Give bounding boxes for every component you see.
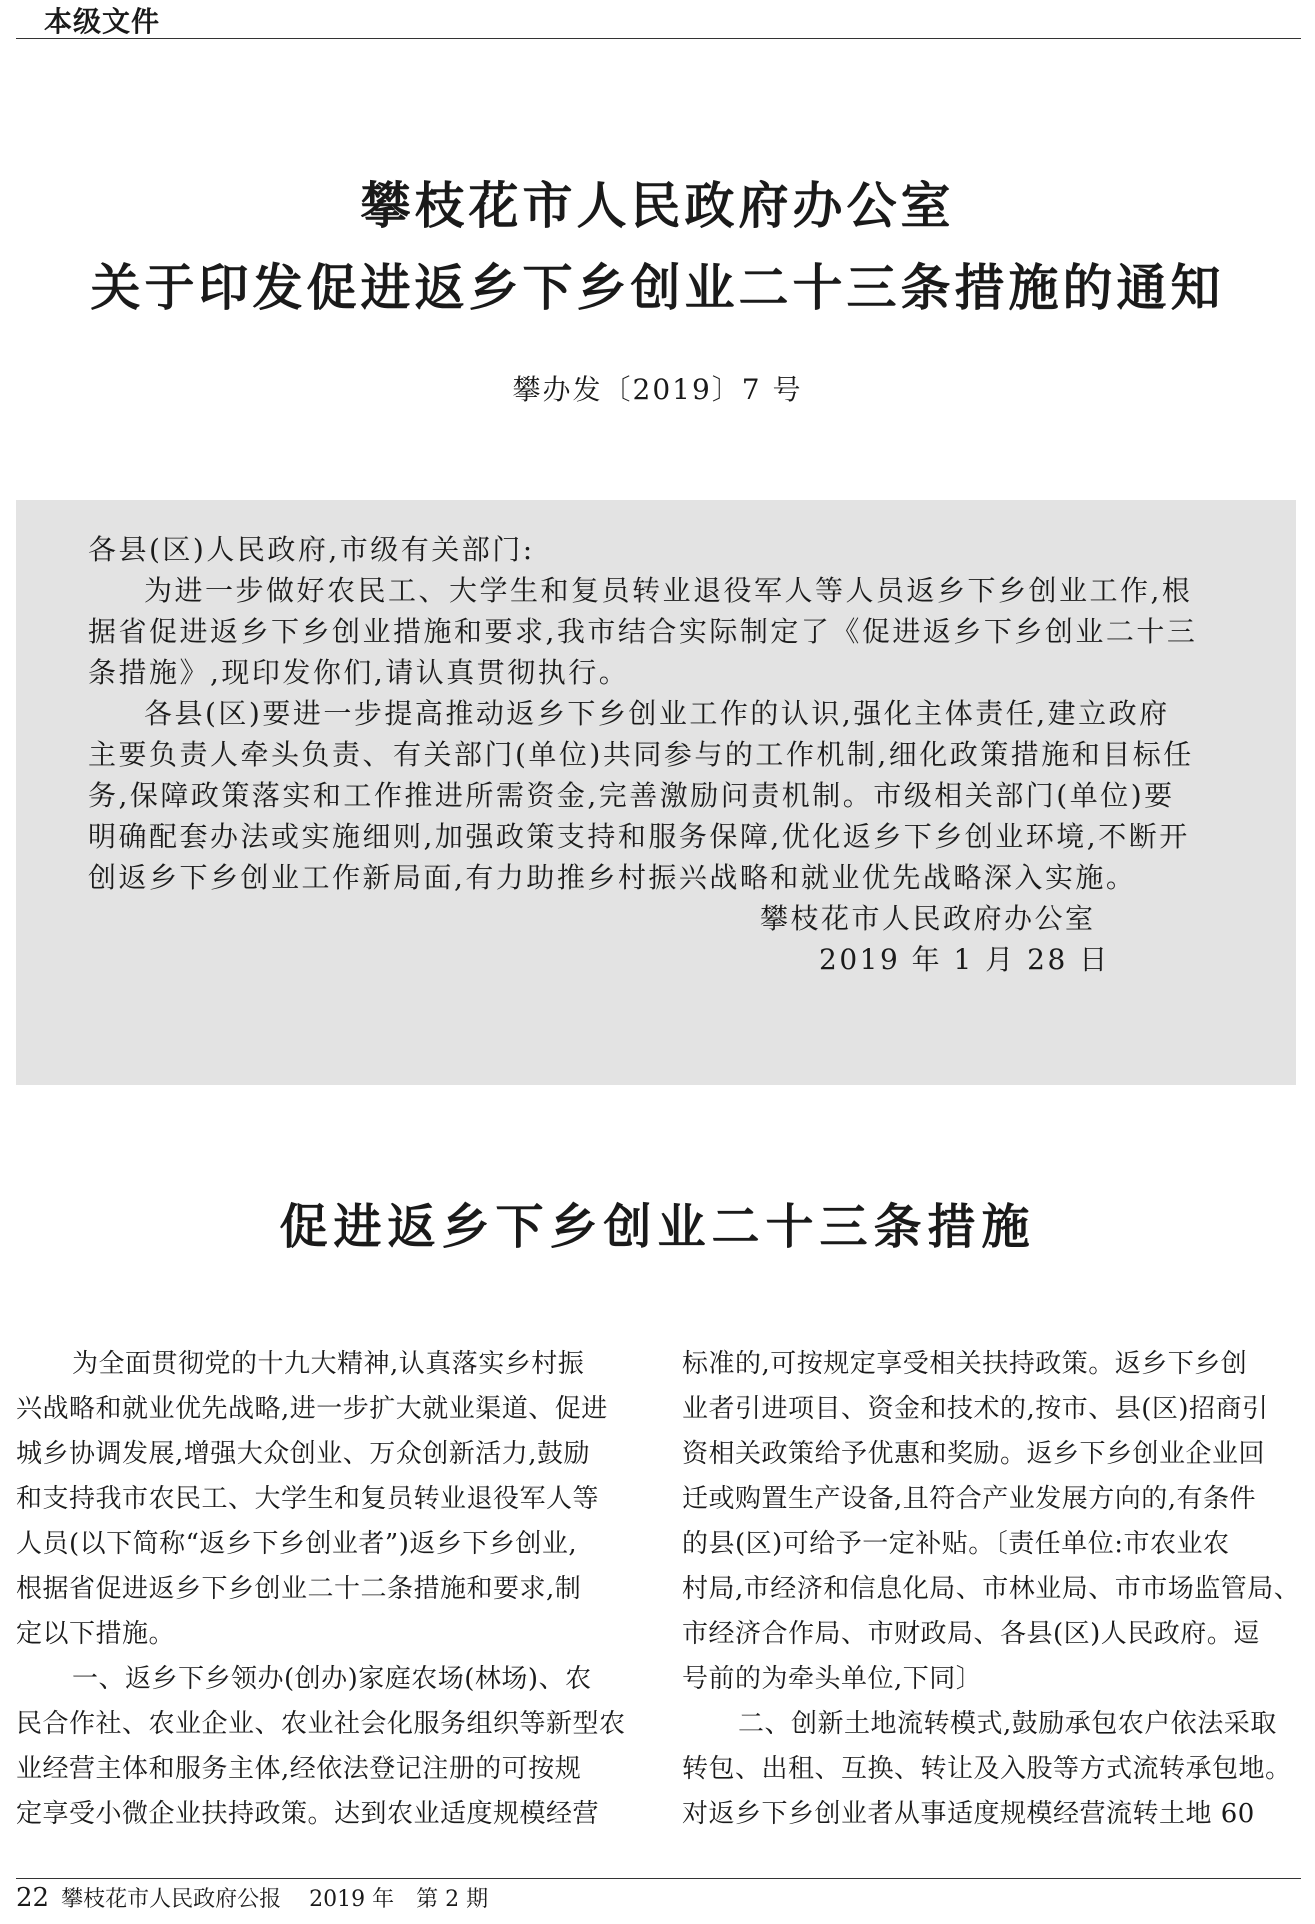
notice-salutation: 各县(区)人民政府,市级有关部门:: [88, 533, 535, 566]
page-number: 22: [16, 1883, 50, 1913]
body-line: 村局,市经济和信息化局、市林业局、市市场监管局、: [682, 1574, 1301, 1604]
body-line: 二、创新土地流转模式,鼓励承包农户依法采取: [738, 1709, 1277, 1739]
body-line: 资相关政策给予优惠和奖励。返乡下乡创业企业回: [682, 1439, 1266, 1469]
notice-signature: 攀枝花市人民政府办公室: [760, 902, 1096, 935]
body-line: 城乡协调发展,增强大众创业、万众创新活力,鼓励: [16, 1439, 591, 1469]
document-number: 攀办发〔2019〕7 号: [512, 373, 803, 406]
body-line: 市经济合作局、市财政局、各县(区)人民政府。逗: [682, 1619, 1260, 1649]
body-line: 人员(以下简称“返乡下乡创业者”)返乡下乡创业,: [16, 1529, 578, 1559]
body-line: 的县(区)可给予一定补贴。〔责任单位:市农业农: [682, 1529, 1230, 1559]
body-line: 和支持我市农民工、大学生和复员转业退役军人等: [16, 1484, 600, 1514]
footer: [16, 1880, 488, 1918]
body-line: 兴战略和就业优先战略,进一步扩大就业渠道、促进: [16, 1394, 608, 1424]
document-title-line-2: 关于印发促进返乡下乡创业二十三条措施的通知: [90, 259, 1225, 317]
notice-box: [16, 500, 1296, 1085]
body-line: 迁或购置生产设备,且符合产业发展方向的,有条件: [682, 1484, 1257, 1514]
notice-paragraph-line: 务,保障政策落实和工作推进所需资金,完善激励问责机制。市级相关部门(单位)要: [88, 779, 1175, 812]
notice-paragraph-line: 据省促进返乡下乡创业措施和要求,我市结合实际制定了《促进返乡下乡创业二十三: [88, 615, 1198, 648]
publication-name: 攀枝花市人民政府公报: [61, 1887, 282, 1912]
header-label: 本级文件: [44, 5, 161, 38]
notice-paragraph-line: 明确配套办法或实施细则,加强政策支持和服务保障,优化返乡下乡创业环境,不断开: [88, 820, 1190, 853]
publication-year: 2019 年: [309, 1887, 395, 1912]
notice-date: 2019 年 1 月 28 日: [819, 943, 1110, 976]
document-title-line-1: 攀枝花市人民政府办公室: [360, 177, 955, 235]
notice-paragraph-line: 各县(区)要进一步提高推动返乡下乡创业工作的认识,强化主体责任,建立政府: [144, 697, 1170, 730]
body-line: 定享受小微企业扶持政策。达到农业适度规模经营: [16, 1799, 600, 1829]
body-line: 号前的为牵头单位,下同〕: [682, 1664, 983, 1694]
body-line: 业者引进项目、资金和技术的,按市、县(区)招商引: [682, 1394, 1269, 1424]
notice-paragraph-line: 主要负责人牵头负责、有关部门(单位)共同参与的工作机制,细化政策措施和目标任: [88, 738, 1194, 771]
body-line: 民合作社、农业企业、农业社会化服务组织等新型农: [16, 1709, 626, 1739]
notice-paragraph-line: 条措施》,现印发你们,请认真贯彻执行。: [88, 656, 630, 689]
body-line: 根据省促进返乡下乡创业二十二条措施和要求,制: [16, 1574, 582, 1604]
header-rule: [16, 38, 1301, 39]
body-line: 对返乡下乡创业者从事适度规模经营流转土地 60: [682, 1799, 1255, 1829]
issue-number: 第 2 期: [416, 1887, 489, 1912]
notice-paragraph-line: 创返乡下乡创业工作新局面,有力助推乡村振兴战略和就业优先战略深入实施。: [88, 861, 1137, 894]
body-line: 业经营主体和服务主体,经依法登记注册的可按规: [16, 1754, 582, 1784]
section-title: 促进返乡下乡创业二十三条措施: [279, 1199, 1036, 1255]
body-line: 为全面贯彻党的十九大精神,认真落实乡村振: [72, 1349, 585, 1379]
footer-rule: [16, 1878, 1301, 1879]
body-line: 标准的,可按规定享受相关扶持政策。返乡下乡创: [682, 1349, 1248, 1379]
notice-paragraph-line: 为进一步做好农民工、大学生和复员转业退役军人等人员返乡下乡创业工作,根: [144, 574, 1193, 607]
body-line: 转包、出租、互换、转让及入股等方式流转承包地。: [682, 1754, 1292, 1784]
body-line: 一、返乡下乡领办(创办)家庭农场(林场)、农: [72, 1664, 592, 1694]
body-line: 定以下措施。: [16, 1619, 176, 1649]
